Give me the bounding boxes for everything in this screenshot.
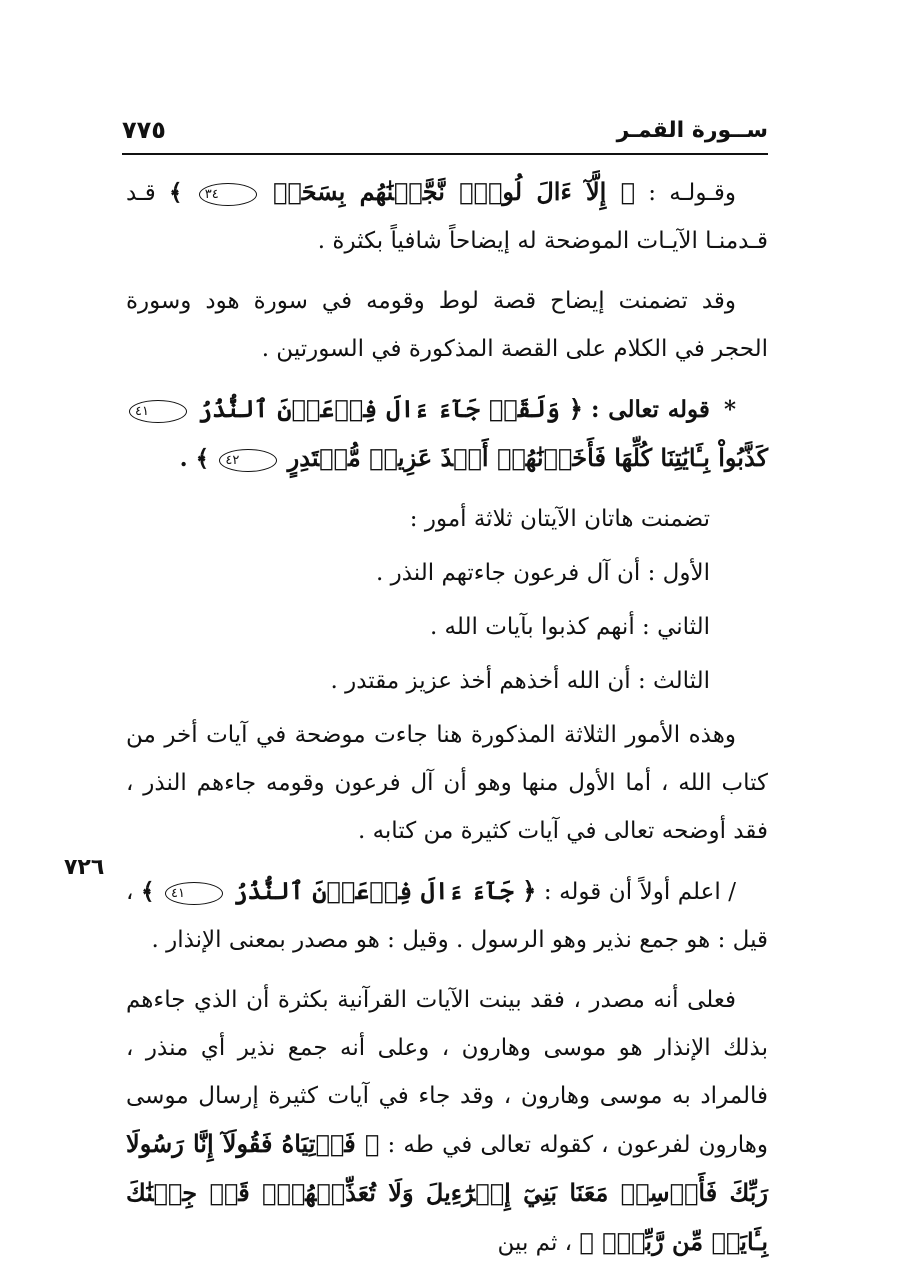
verse-heading-label: قوله تعالى :: [591, 396, 710, 423]
paragraph-musa-harun: [126, 976, 768, 1267]
header-rule: [122, 153, 768, 155]
verse-close-bracket: ﴾: [169, 179, 183, 206]
quran-verse: ﴿ فَأۡتِيَاهُ فَقُولَآ إِنَّا رَسُولَا رَبِّكَ فَأَرۡسِلۡ مَعَنَا بَنِيٓ إِسۡرَٰٓءِيلَ وَلَا تُعَذِّبۡهُمۡۖ قَدۡ جِئۡنَٰكَ بِـَٔايَةٖ مِّن رَّبِّكَۖ ﴾: [126, 1129, 768, 1256]
paragraph-text: فعلى أنه مصدر ، فقد بينت الآيات القرآنية بكثرة أن الذي جاءهم بذلك الإنذار هو موسى وهارون ، وعلى أنه جمع نذير أي منذر ، فالمراد به موسى وهارون ، وقد جاء في آيات كثيرة إرسال موسى وهارون لفرعون ، كقوله تعالى في طه :: [126, 987, 769, 1158]
paragraph-lut-story: وقد تضمنت إيضاح قصة لوط وقومه في سورة هود وسورة الحجر في الكلام على القصة المذكورة في السورتين .: [126, 288, 768, 362]
paragraph-text: ، ثم بين: [497, 1230, 573, 1256]
paragraph-text: ، قيل : هو جمع نذير وهو الرسول . وقيل : هو مصدر بمعنى الإنذار .: [126, 879, 768, 953]
page-body: [126, 168, 768, 1279]
ayah-number-marker: ٣٤: [199, 183, 257, 206]
page-number: ٧٧٥: [122, 116, 166, 144]
paragraph-three-matters: تضمنت هاتان الآيتان ثلاثة أمور :: [409, 506, 710, 532]
list-item-second: الثاني : أنهم كذبوا بآيات الله .: [429, 614, 710, 640]
quran-verse: ﴿ جَآءَ ءَالَ فِرۡعَوۡنَ ٱلنُّذُرُ: [233, 876, 537, 905]
paragraph-prefix: / اعلم أولاً أن قوله :: [543, 879, 737, 905]
quran-verse: ﴿ وَلَقَدۡ جَآءَ ءَالَ فِرۡعَوۡنَ ٱلنُّذُرُ: [198, 394, 583, 423]
page-header: [122, 112, 768, 152]
ayah-number-marker: ٤٢: [219, 449, 277, 472]
paragraph-nudhur: [126, 867, 768, 964]
margin-page-reference: ٧٢٦: [64, 855, 105, 880]
surah-title: ســورة القمـر: [616, 118, 768, 143]
list-item-first: الأول : أن آل فرعون جاءتهم النذر .: [376, 560, 710, 586]
quran-verse: كَذَّبُواْ بِـَٔايَٰتِنَا كُلِّهَا فَأَخَذۡنَٰهُمۡ أَخۡذَ عَزِيزٖ مُّقۡتَدِرٍ: [287, 443, 768, 472]
verse-close-bracket: ﴾: [140, 878, 155, 905]
ayah-number-marker: ٤١: [129, 400, 187, 423]
paragraph-matters-explained: وهذه الأمور الثلاثة المذكورة هنا جاءت موضحة في آيات أخر من كتاب الله ، أما الأول منها وهو أن آل فرعون وقومه جاءهم النذر ، فقد أوضحه تعالى في آيات كثيرة من كتابه .: [126, 722, 768, 844]
star-marker: *: [723, 396, 736, 423]
verse-heading: [126, 385, 768, 483]
ayah-number-marker: ٤١: [165, 882, 223, 905]
list-item-third: الثالث : أن الله أخذهم أخذ عزيز مقتدر .: [330, 668, 710, 694]
quran-verse: ﴿ إِلَّآ ءَالَ لُوطٍۖ نَّجَّيۡنَٰهُم بِسَحَرٖ: [272, 177, 636, 206]
verse-close-bracket: ﴾ .: [179, 445, 210, 472]
paragraph-lut: [126, 168, 768, 265]
paragraph-text: قـد قـدمنـا الآيـات الموضحة له إيضاحاً شافياً بكثرة .: [126, 180, 768, 254]
paragraph-prefix: وقـولـه :: [648, 180, 737, 206]
